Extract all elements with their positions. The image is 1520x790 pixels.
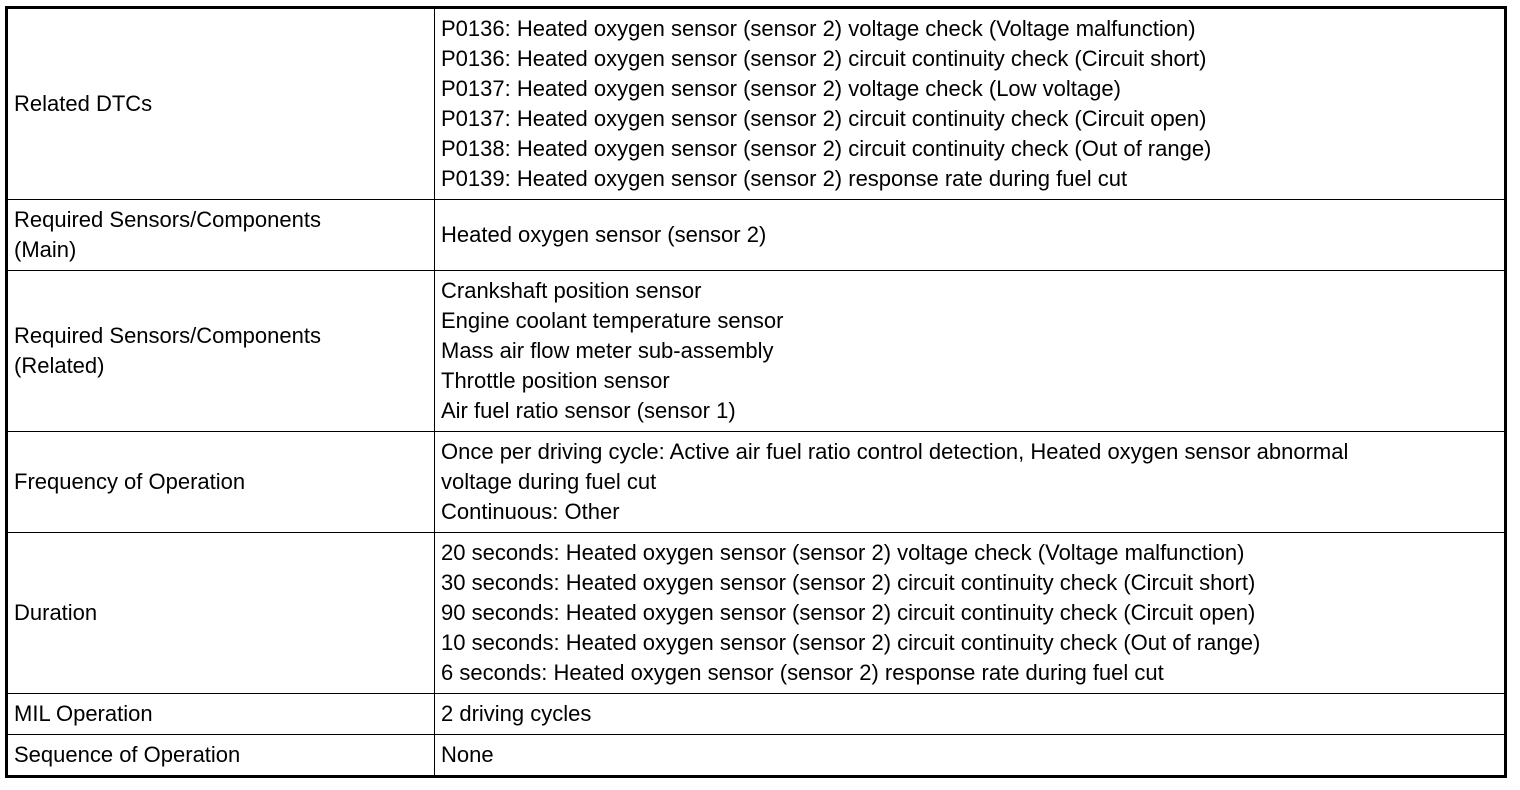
value-line: None (441, 742, 494, 767)
value-line: P0137: Heated oxygen sensor (sensor 2) voltage check (Low voltage) (441, 76, 1121, 101)
value-line: P0138: Heated oxygen sensor (sensor 2) circuit continuity check (Out of range) (441, 136, 1212, 161)
value-line: P0136: Heated oxygen sensor (sensor 2) circuit continuity check (Circuit short) (441, 46, 1207, 71)
row-label (7, 200, 435, 271)
value-line: P0136: Heated oxygen sensor (sensor 2) voltage check (Voltage malfunction) (441, 16, 1196, 41)
label-line: (Main) (14, 237, 77, 262)
table-row-required-sensors-main (7, 200, 1506, 271)
row-value (435, 432, 1506, 533)
value-line: Air fuel ratio sensor (sensor 1) (441, 398, 736, 423)
value-line: 20 seconds: Heated oxygen sensor (sensor 2) voltage check (Voltage malfunction) (441, 540, 1245, 565)
row-label: Sequence of Operation (7, 735, 435, 777)
value-line: P0137: Heated oxygen sensor (sensor 2) circuit continuity check (Circuit open) (441, 106, 1207, 131)
value-line: 6 seconds: Heated oxygen sensor (sensor 2) response rate during fuel cut (441, 660, 1164, 685)
value-line: Throttle position sensor (441, 368, 670, 393)
row-label: MIL Operation (7, 694, 435, 735)
table-row-mil-operation (7, 694, 1506, 735)
value-line: 90 seconds: Heated oxygen sensor (sensor 2) circuit continuity check (Circuit open) (441, 600, 1256, 625)
label-line: Required Sensors/Components (14, 323, 321, 348)
value-line: 30 seconds: Heated oxygen sensor (sensor 2) circuit continuity check (Circuit short) (441, 570, 1256, 595)
row-value (435, 200, 1506, 271)
row-label (7, 271, 435, 432)
value-line: voltage during fuel cut (441, 469, 657, 494)
table-row-sequence-of-operation (7, 735, 1506, 777)
row-label: Duration (7, 533, 435, 694)
row-label: Frequency of Operation (7, 432, 435, 533)
value-line: 10 seconds: Heated oxygen sensor (sensor 2) circuit continuity check (Out of range) (441, 630, 1261, 655)
monitor-specification-table (5, 6, 1507, 778)
value-line: Crankshaft position sensor (441, 278, 702, 303)
row-value (435, 735, 1506, 777)
table-row-frequency-of-operation (7, 432, 1506, 533)
value-line: Continuous: Other (441, 499, 620, 524)
value-line: Mass air flow meter sub-assembly (441, 338, 774, 363)
table-row-duration (7, 533, 1506, 694)
row-value (435, 694, 1506, 735)
label-line: Required Sensors/Components (14, 207, 321, 232)
row-value (435, 8, 1506, 200)
row-value (435, 533, 1506, 694)
row-label: Related DTCs (7, 8, 435, 200)
table-row-related-dtcs (7, 8, 1506, 200)
value-line: Engine coolant temperature sensor (441, 308, 784, 333)
label-line: (Related) (14, 353, 105, 378)
row-value (435, 271, 1506, 432)
value-line: 2 driving cycles (441, 701, 592, 726)
table-row-required-sensors-related (7, 271, 1506, 432)
value-line: Once per driving cycle: Active air fuel ratio control detection, Heated oxygen sensor abnormal (441, 439, 1349, 464)
value-line: Heated oxygen sensor (sensor 2) (441, 222, 767, 247)
value-line: P0139: Heated oxygen sensor (sensor 2) response rate during fuel cut (441, 166, 1128, 191)
